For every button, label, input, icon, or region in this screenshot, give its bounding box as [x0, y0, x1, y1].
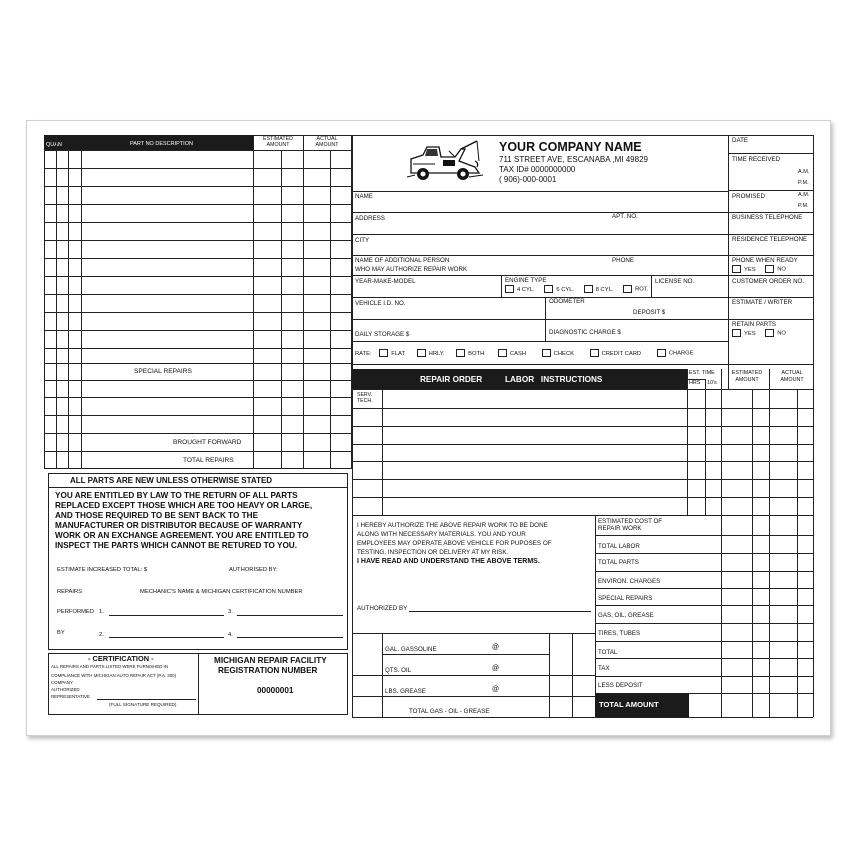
tow-truck-logo: [405, 137, 485, 183]
mechanic-label: MECHANIC'S NAME & MICHIGAN CERTIFICATION NUMBER: [140, 589, 303, 595]
authorize-line-3: EMPLOYEES MAY OPERATE ABOVE VEHICLE FOR PUPOSES OF: [357, 540, 552, 547]
certification-authorized: AUTHORIZED: [51, 687, 80, 692]
serv-tech-label: SERV. TECH.: [357, 392, 373, 404]
estimate-writer-label: ESTIMATE / WRITER: [732, 299, 793, 306]
certification-line-2: COMPLIANCE WITH MICHIGAN AUTO REPAIR ACT (P.A. 300): [51, 673, 177, 678]
retain-parts-label: RETAIN PARTS: [732, 321, 777, 328]
apt-label: APT. NO.: [612, 213, 638, 220]
phone-when-ready-options: YES NO: [732, 265, 786, 274]
time-received-am: A.M.: [798, 169, 810, 175]
tires-tubes-label: TIRES, TUBES: [598, 630, 641, 637]
gal-at-label: @: [492, 644, 500, 651]
performed-4-label: 4.: [228, 632, 233, 638]
tax-label: TAX: [598, 665, 610, 672]
notice-line-5: WORK OR AN EXCHANGE AGREEMENT. YOU ARE ENTITLED TO: [55, 531, 309, 540]
date-label: DATE: [732, 137, 749, 144]
registration-number: 00000001: [257, 686, 294, 695]
payment-charge-checkbox[interactable]: [657, 349, 666, 357]
city-label: CITY: [355, 237, 370, 244]
rate-flat-checkbox[interactable]: [379, 349, 388, 357]
hrs-label: HRS: [689, 380, 701, 386]
daily-storage-label: DAILY STORAGE $: [355, 331, 410, 338]
mechanic-2-line: [109, 637, 224, 638]
authorised-by-label: AUTHORISED BY:: [229, 567, 278, 573]
rate-row: RATE: FLAT HRLY. BOTH CASH CHECK CREDIT CARD CHARGE: [355, 350, 694, 357]
total-label: TOTAL: [598, 649, 618, 656]
authorize-line-4: TESTING, INSPECTION OR DELIVERY AT MY RISK.: [357, 549, 509, 556]
cyl6-checkbox[interactable]: [544, 285, 553, 293]
by-label: BY: [57, 630, 65, 636]
promised-am: A.M.: [798, 192, 810, 198]
repairs-label: REPAIRS: [57, 589, 83, 595]
residence-telephone-label: RESIDENCE TELEPHONE: [732, 236, 808, 243]
business-telephone-label: BUSINESS TELEPHONE: [732, 214, 803, 221]
payment-cash-checkbox[interactable]: [498, 349, 507, 357]
certification-line-1: ALL REPAIRS AND PARTS LISTED WERE FURNISHED IN: [51, 664, 168, 669]
authorized-by-line: [409, 611, 591, 612]
qts-oil-label: QTS. OIL: [385, 667, 412, 674]
time-received-pm: P.M.: [798, 180, 809, 186]
total-repairs-label: TOTAL REPAIRS: [183, 457, 234, 464]
cyl4-checkbox[interactable]: [505, 285, 514, 293]
company-street: 711 STREET AVE, ESCANABA ,MI 49829: [499, 155, 648, 164]
mechanic-4-line: [237, 637, 343, 638]
deposit-label: DEPOSIT $: [633, 309, 666, 316]
total-gas-oil-grease-label: TOTAL GAS - OIL - GREASE: [409, 708, 490, 715]
environ-charges-label: ENVIRON. CHARGES: [598, 578, 661, 585]
certification-title: - CERTIFICATION -: [88, 654, 154, 663]
retain-parts-options: YES NO: [732, 329, 786, 338]
lbs-at-label: @: [492, 686, 500, 693]
mechanic-1-line: [109, 615, 224, 616]
authorize-line-2: ALONG WITH NECESSARY MATERIALS. YOU AND YOUR: [357, 531, 526, 538]
lbs-grease-label: LBS. GREASE: [385, 688, 426, 695]
notice-title: ALL PARTS ARE NEW UNLESS OTHERWISE STATED: [70, 476, 273, 485]
performed-3-label: 3.: [228, 609, 233, 615]
estimate-increased-label: ESTIMATE INCREASED TOTAL: $: [57, 567, 148, 573]
parts-hdr-description: PART NO DESCRIPTION: [130, 141, 193, 147]
notice-line-6: INSPECT THE PARTS WHICH CANNOT BE RETURED TO YOU.: [55, 541, 297, 550]
payment-credit-checkbox[interactable]: [590, 349, 599, 357]
phone-label: PHONE: [612, 257, 635, 264]
notice-line-4: MANUFACTURER OR DISTRIBUTOR BECAUSE OF WARRANTY: [55, 521, 303, 530]
company-tax-id: TAX ID# 0000000000: [499, 165, 576, 174]
year-make-model-label: YEAR-MAKE-MODEL: [355, 278, 416, 285]
rot-checkbox[interactable]: [623, 285, 632, 293]
special-repairs-total-label: SPECIAL REPAIRS: [598, 595, 653, 602]
total-amount-label: TOTAL AMOUNT: [599, 700, 659, 709]
phone-ready-yes-checkbox[interactable]: [732, 265, 741, 273]
certification-signature: (FULL SIGNATURE REQUIRED): [109, 702, 177, 707]
performed-2-label: 2.: [99, 632, 104, 638]
notice-line-3: AND THOSE REQUIRED TO BE SENT BACK TO THE: [55, 511, 259, 520]
certification-company: COMPANY: [51, 680, 73, 685]
authorize-line-1: I HEREBY AUTHORIZE THE ABOVE REPAIR WORK TO BE DONE: [357, 522, 548, 529]
time-received-label: TIME RECEIVED: [732, 156, 781, 163]
company-phone: ( 906)-000-0001: [499, 175, 557, 184]
labor-act-amount-label: ACTUAL AMOUNT: [780, 370, 804, 383]
additional-person-label-2: WHO MAY AUTHORIZE REPAIR WORK: [355, 266, 468, 273]
license-label: LICENSE NO.: [655, 278, 695, 285]
notice-line-1: YOU ARE ENTITLED BY LAW TO THE RETURN OF ALL PARTS: [55, 491, 298, 500]
authorized-by-label: AUTHORIZED BY: [357, 605, 408, 612]
est-cost-label: ESTIMATED COST OF: [598, 518, 663, 525]
rate-both-checkbox[interactable]: [456, 349, 465, 357]
less-deposit-label: LESS DEPOSIT: [598, 682, 643, 689]
registration-title-1: MICHIGAN REPAIR FACILITY: [214, 656, 327, 665]
promised-pm: P.M.: [798, 203, 809, 209]
performed-1-label: 1.: [99, 609, 104, 615]
phone-ready-no-checkbox[interactable]: [765, 265, 774, 273]
parts-hdr-actual: ACTUAL AMOUNT: [315, 136, 339, 148]
parts-hdr-estimated: ESTIMATED AMOUNT: [263, 136, 293, 148]
retain-parts-no-checkbox[interactable]: [765, 329, 774, 337]
engine-type-label: ENGINE TYPE: [505, 277, 547, 284]
gas-oil-grease-total-label: GAS, OIL, GREASE: [598, 612, 654, 619]
special-repairs-label: SPECIAL REPAIRS: [134, 368, 192, 375]
certification-representative: REPRESENTATIVE: [51, 694, 90, 699]
brought-forward-label: BROUGHT FORWARD: [173, 439, 242, 446]
name-label: NAME: [355, 193, 373, 200]
registration-title-2: REGISTRATION NUMBER: [218, 666, 318, 675]
total-parts-label: TOTAL PARTS: [598, 559, 639, 566]
est-time-label: EST. TIME: [689, 370, 715, 376]
repair-order-title: REPAIR ORDER: [420, 375, 483, 384]
performed-label: PERFORMED: [57, 609, 95, 615]
vin-label: VEHICLE I.D. NO.: [355, 300, 406, 307]
customer-order-label: CUSTOMER ORDER NO.: [732, 278, 805, 285]
tenths-label: 10's: [707, 380, 717, 386]
diagnostic-charge-label: DIAGNOSTIC CHARGE $: [549, 329, 621, 336]
promised-label: PROMISED: [732, 193, 766, 200]
company-name: YOUR COMPANY NAME: [499, 140, 642, 154]
rate-hrly-checkbox[interactable]: [417, 349, 426, 357]
read-understand-label: I HAVE READ AND UNDERSTAND THE ABOVE TERMS.: [357, 558, 540, 565]
est-cost-label-2: REPAIR WORK: [598, 525, 642, 532]
gal-gasoline-label: GAL. GASSOLINE: [385, 646, 437, 653]
labor-est-amount-label: ESTIMATED AMOUNT: [731, 370, 763, 383]
retain-parts-yes-checkbox[interactable]: [732, 329, 741, 337]
notice-line-2: REPLACED EXCEPT THOSE WHICH ARE TOO HEAVY OR LARGE,: [55, 501, 313, 510]
qts-at-label: @: [492, 665, 500, 672]
additional-person-label: NAME OF ADDITIONAL PERSON: [355, 257, 450, 264]
odometer-label: ODOMETER: [549, 298, 585, 305]
labor-instructions-title: LABOR INSTRUCTIONS: [505, 375, 603, 384]
engine-type-options: 4 CYL. 6 CYL. 8 CYL. ROT.: [505, 285, 648, 294]
mechanic-3-line: [237, 615, 343, 616]
address-label: ADDRESS: [355, 215, 385, 222]
phone-when-ready-label: PHONE WHEN READY: [732, 257, 798, 264]
total-labor-label: TOTAL LABOR: [598, 543, 640, 550]
payment-check-checkbox[interactable]: [542, 349, 551, 357]
cyl8-checkbox[interactable]: [584, 285, 593, 293]
parts-hdr-quan: QUAN: [46, 142, 62, 148]
repair-order-form: [26, 120, 831, 736]
